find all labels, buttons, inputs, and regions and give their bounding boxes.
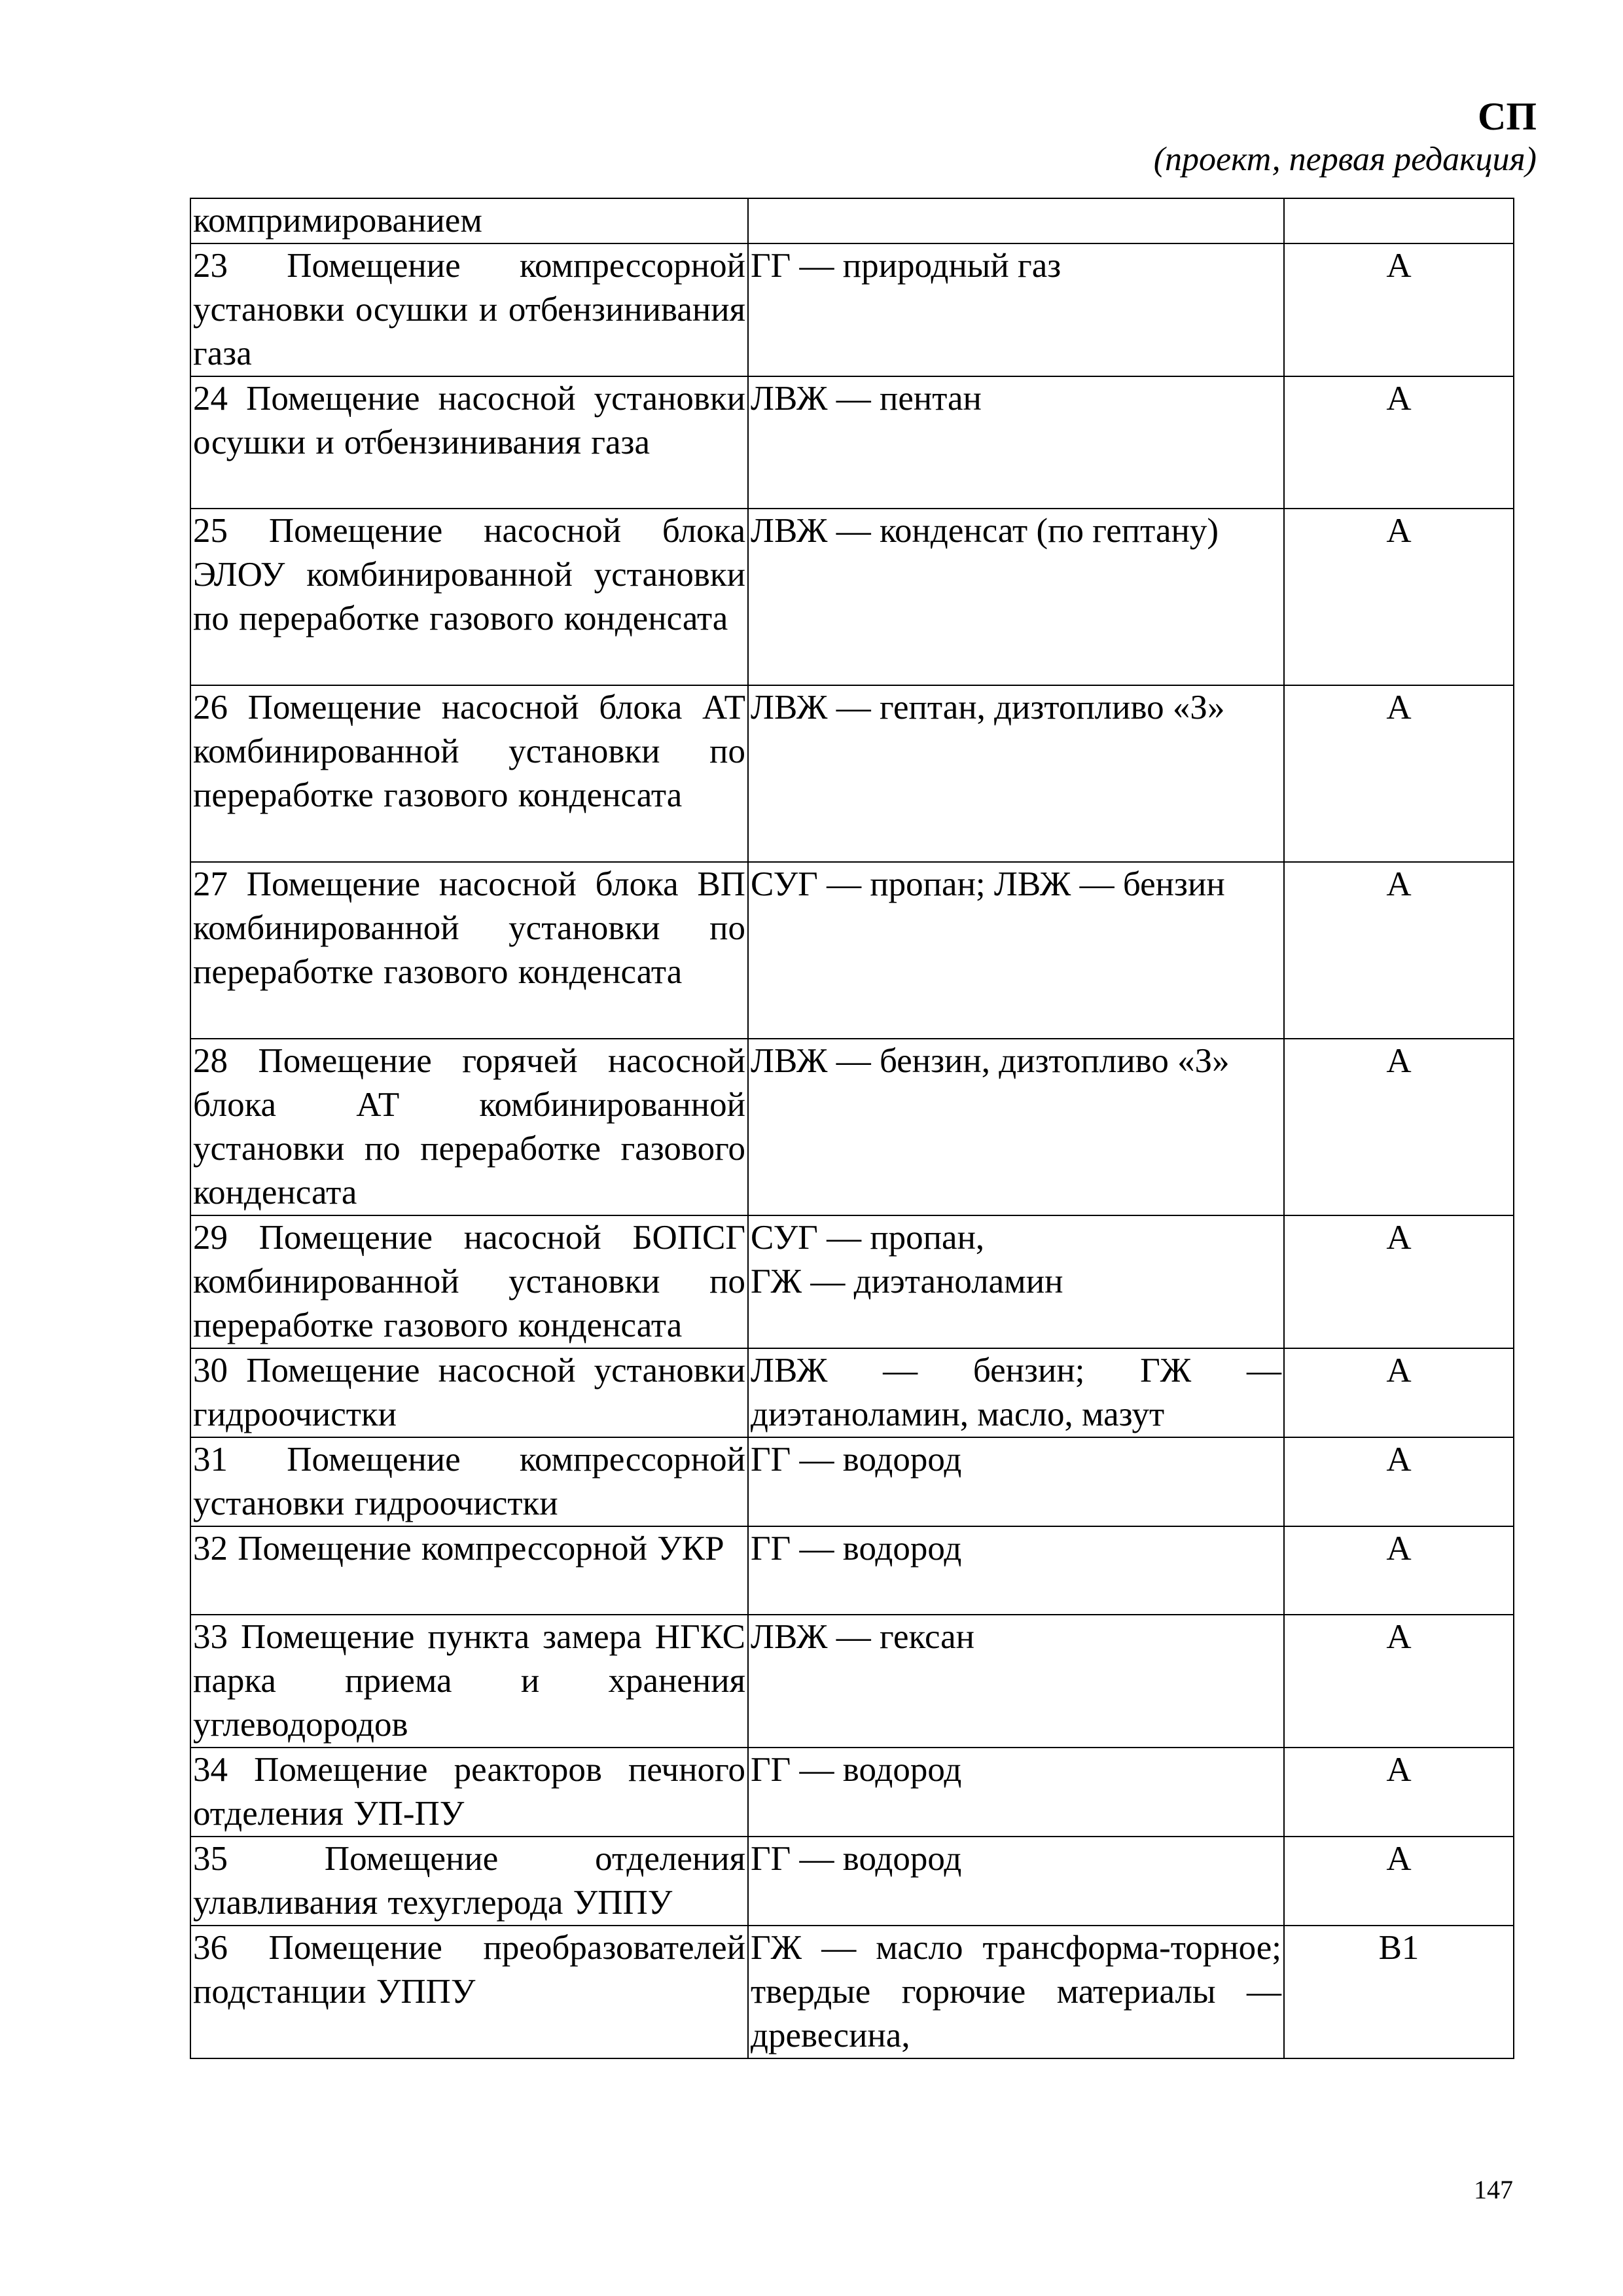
- substance-cell: ГЖ — масло трансформа-торное; твердые горючие материалы — древесина,: [748, 1926, 1284, 2058]
- table-row: [190, 1837, 1514, 1926]
- room-cell: 24 Помещение насосной установки осушки и отбензинивания газа: [190, 376, 748, 509]
- category-cell: А: [1284, 1748, 1514, 1837]
- room-cell: компримированием: [190, 198, 748, 243]
- substance-cell: ГГ — природный газ: [748, 243, 1284, 376]
- room-cell: 30 Помещение насосной установки гидроочистки: [190, 1348, 748, 1437]
- category-cell: А: [1284, 376, 1514, 509]
- substance-cell: ГГ — водород: [748, 1748, 1284, 1837]
- table-row: [190, 376, 1514, 509]
- table-row: [190, 1348, 1514, 1437]
- page-number: 147: [1474, 2175, 1513, 2204]
- room-cell: 36 Помещение преобразователей подстанции УППУ: [190, 1926, 748, 2058]
- substance-cell: ЛВЖ — гептан, дизтопливо «З»: [748, 685, 1284, 862]
- substance-cell: ГГ — водород: [748, 1526, 1284, 1615]
- category-cell: В1: [1284, 1926, 1514, 2058]
- category-cell: А: [1284, 1526, 1514, 1615]
- room-cell: 26 Помещение насосной блока АТ комбинированной установки по переработке газового конденсата: [190, 685, 748, 862]
- category-cell: А: [1284, 1615, 1514, 1748]
- category-cell: А: [1284, 1039, 1514, 1215]
- table-row: [190, 1748, 1514, 1837]
- table-row: [190, 1926, 1514, 2058]
- category-cell: А: [1284, 1348, 1514, 1437]
- document-code: СП: [1478, 95, 1537, 138]
- substance-cell: ЛВЖ — бензин; ГЖ — диэтаноламин, масло, мазут: [748, 1348, 1284, 1437]
- table-row: [190, 1039, 1514, 1215]
- room-cell: 28 Помещение горячей насосной блока АТ комбинированной установки по переработке газового конденсата: [190, 1039, 748, 1215]
- hazard-category-table: [190, 198, 1514, 2059]
- substance-cell: ЛВЖ — гексан: [748, 1615, 1284, 1748]
- category-cell: А: [1284, 509, 1514, 685]
- category-cell: А: [1284, 685, 1514, 862]
- room-cell: 23 Помещение компрессорной установки осушки и отбензинивания газа: [190, 243, 748, 376]
- substance-cell: СУГ — пропан; ЛВЖ — бензин: [748, 862, 1284, 1039]
- category-cell: А: [1284, 1215, 1514, 1348]
- table-row: [190, 243, 1514, 376]
- substance-cell: ГГ — водород: [748, 1437, 1284, 1526]
- table-row: [190, 1526, 1514, 1615]
- substance-cell: ЛВЖ — конденсат (по гептану): [748, 509, 1284, 685]
- table-row: [190, 1437, 1514, 1526]
- room-cell: 35 Помещение отделения улавливания техуглерода УППУ: [190, 1837, 748, 1926]
- category-cell: [1284, 198, 1514, 243]
- document-status: (проект, первая редакция): [1153, 141, 1537, 178]
- substance-cell: ЛВЖ — пентан: [748, 376, 1284, 509]
- substance-cell: ГГ — водород: [748, 1837, 1284, 1926]
- table-row: [190, 1615, 1514, 1748]
- room-cell: 25 Помещение насосной блока ЭЛОУ комбинированной установки по переработке газового конденсата: [190, 509, 748, 685]
- substance-cell: СУГ — пропан, ГЖ — диэтаноламин: [748, 1215, 1284, 1348]
- room-cell: 29 Помещение насосной БОПСГ комбинированной установки по переработке газового конденсата: [190, 1215, 748, 1348]
- category-cell: А: [1284, 1837, 1514, 1926]
- table-row: [190, 198, 1514, 243]
- room-cell: 34 Помещение реакторов печного отделения УП-ПУ: [190, 1748, 748, 1837]
- category-cell: А: [1284, 862, 1514, 1039]
- table-row: [190, 1215, 1514, 1348]
- room-cell: 33 Помещение пункта замера НГКС парка приема и хранения углеводородов: [190, 1615, 748, 1748]
- room-cell: 31 Помещение компрессорной установки гидроочистки: [190, 1437, 748, 1526]
- substance-cell: [748, 198, 1284, 243]
- table-row: [190, 685, 1514, 862]
- category-cell: А: [1284, 243, 1514, 376]
- substance-cell: ЛВЖ — бензин, дизтопливо «З»: [748, 1039, 1284, 1215]
- room-cell: 32 Помещение компрессорной УКР: [190, 1526, 748, 1615]
- category-cell: А: [1284, 1437, 1514, 1526]
- room-cell: 27 Помещение насосной блока ВП комбинированной установки по переработке газового конденсата: [190, 862, 748, 1039]
- table-row: [190, 862, 1514, 1039]
- table-row: [190, 509, 1514, 685]
